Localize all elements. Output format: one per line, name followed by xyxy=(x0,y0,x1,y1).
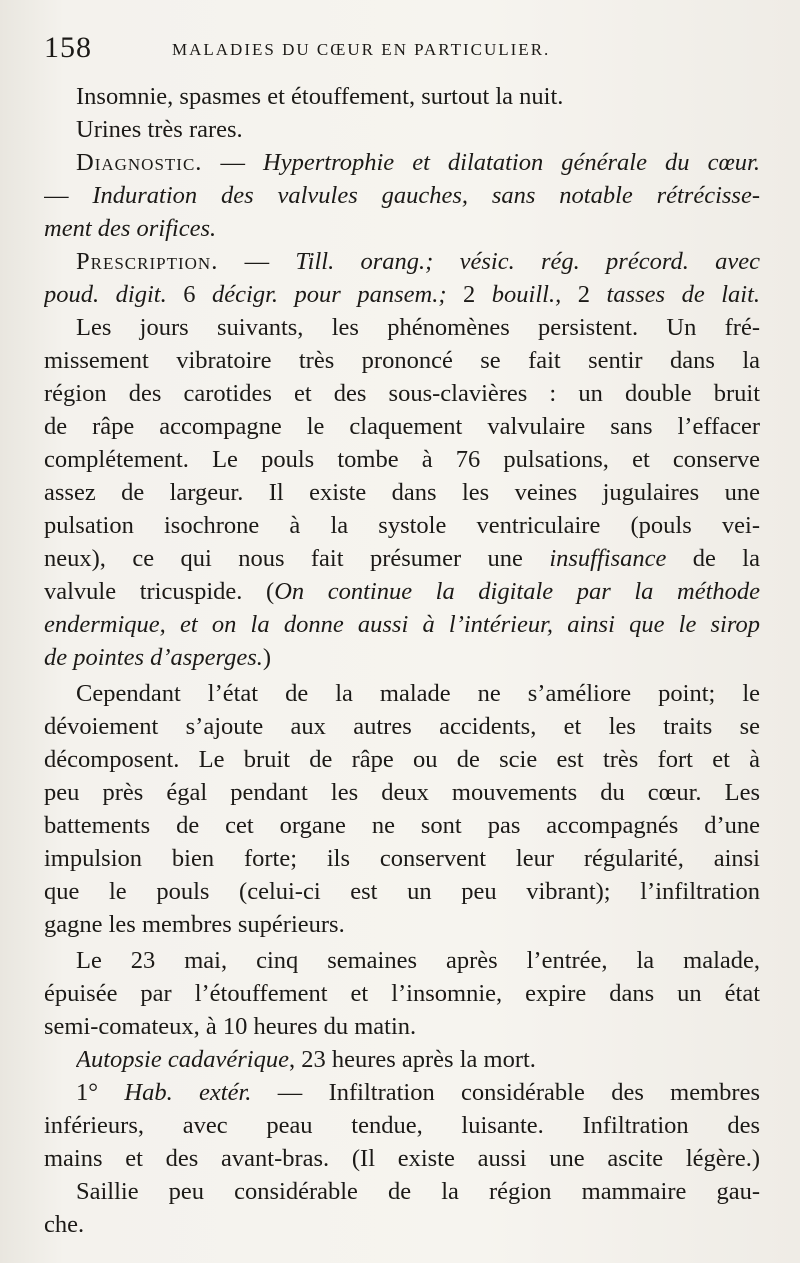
text-line: mains et des avant-bras. (Il existe aussi une ascite légère.) xyxy=(44,1145,760,1172)
text-line: Les jours suivants, les phénomènes persistent. Un fré- xyxy=(76,314,760,341)
text-line: pulsation isochrone à la systole ventriculaire (pouls vei- xyxy=(44,512,760,539)
page-number: 158 xyxy=(44,31,92,64)
text-line: endermique, et on la donne aussi à l’intérieur, ainsi que le sirop xyxy=(44,611,760,638)
text-line: missement vibratoire très prononcé se fait sentir dans la xyxy=(44,347,760,374)
text-line: poud. digit. 6 décigr. pour pansem.; 2 bouill., 2 tasses de lait. xyxy=(44,281,760,308)
text-line: che. xyxy=(44,1211,85,1238)
text-line: Insomnie, spasmes et étouffement, surtout la nuit. xyxy=(76,83,564,110)
text-line: de pointes d’asperges.) xyxy=(44,644,272,671)
text-line: peu près égal pendant les deux mouvements du cœur. Les xyxy=(44,779,760,806)
text-line: que le pouls (celui-ci est un peu vibrant); l’infiltration xyxy=(44,878,760,905)
diagnostic-line: Diagnostic. — Hypertrophie et dilatation générale du cœur. xyxy=(76,149,760,176)
text-line: complétement. Le pouls tombe à 76 pulsations, et conserve xyxy=(44,446,760,473)
page-header xyxy=(44,30,764,70)
prescription-label: Prescription. xyxy=(76,248,219,275)
text-line: épuisée par l’étouffement et l’insomnie, expire dans un état xyxy=(44,980,760,1007)
text-line: — Induration des valvules gauches, sans notable rétrécisse- xyxy=(44,182,760,209)
text-line: neux), ce qui nous fait présumer une insuffisance de la xyxy=(44,545,760,572)
text-line: valvule tricuspide. (On continue la digitale par la méthode xyxy=(44,578,760,605)
text-line: décomposent. Le bruit de râpe ou de scie est très fort et à xyxy=(44,746,760,773)
text-line: de râpe accompagne le claquement valvulaire sans l’effacer xyxy=(44,413,760,440)
text-line: Cependant l’état de la malade ne s’améliore point; le xyxy=(76,680,760,707)
diagnostic-text: Hypertrophie et dilatation générale du cœur. xyxy=(263,149,760,176)
text-line: impulsion bien forte; ils conservent leur régularité, ainsi xyxy=(44,845,760,872)
text-line: région des carotides et des sous-clavières : un double bruit xyxy=(44,380,760,407)
text-line: 1° Hab. extér. — Infiltration considérable des membres xyxy=(76,1079,760,1106)
text-line: inférieurs, avec peau tendue, luisante. Infiltration des xyxy=(44,1112,760,1139)
text-line: Saillie peu considérable de la région mammaire gau- xyxy=(76,1178,760,1205)
prescription-line: Prescription. — Till. orang.; vésic. rég. précord. avec xyxy=(76,248,760,275)
autopsie-line: Autopsie cadavérique, 23 heures après la mort. xyxy=(76,1046,536,1073)
text-line: Urines très rares. xyxy=(76,116,243,143)
text-line: dévoiement s’ajoute aux autres accidents, et les traits se xyxy=(44,713,760,740)
text-line: ment des orifices. xyxy=(44,215,217,242)
text-line: Le 23 mai, cinq semaines après l’entrée, la malade, xyxy=(76,947,760,974)
text-line: semi-comateux, à 10 heures du matin. xyxy=(44,1013,417,1040)
running-title: MALADIES DU CŒUR EN PARTICULIER. xyxy=(172,40,551,59)
text-line: battements de cet organe ne sont pas accompagnés d’une xyxy=(44,812,760,839)
diagnostic-label: Diagnostic. xyxy=(76,149,203,176)
text-line: gagne les membres supérieurs. xyxy=(44,911,345,938)
text-line: assez de largeur. Il existe dans les veines jugulaires une xyxy=(44,479,760,506)
